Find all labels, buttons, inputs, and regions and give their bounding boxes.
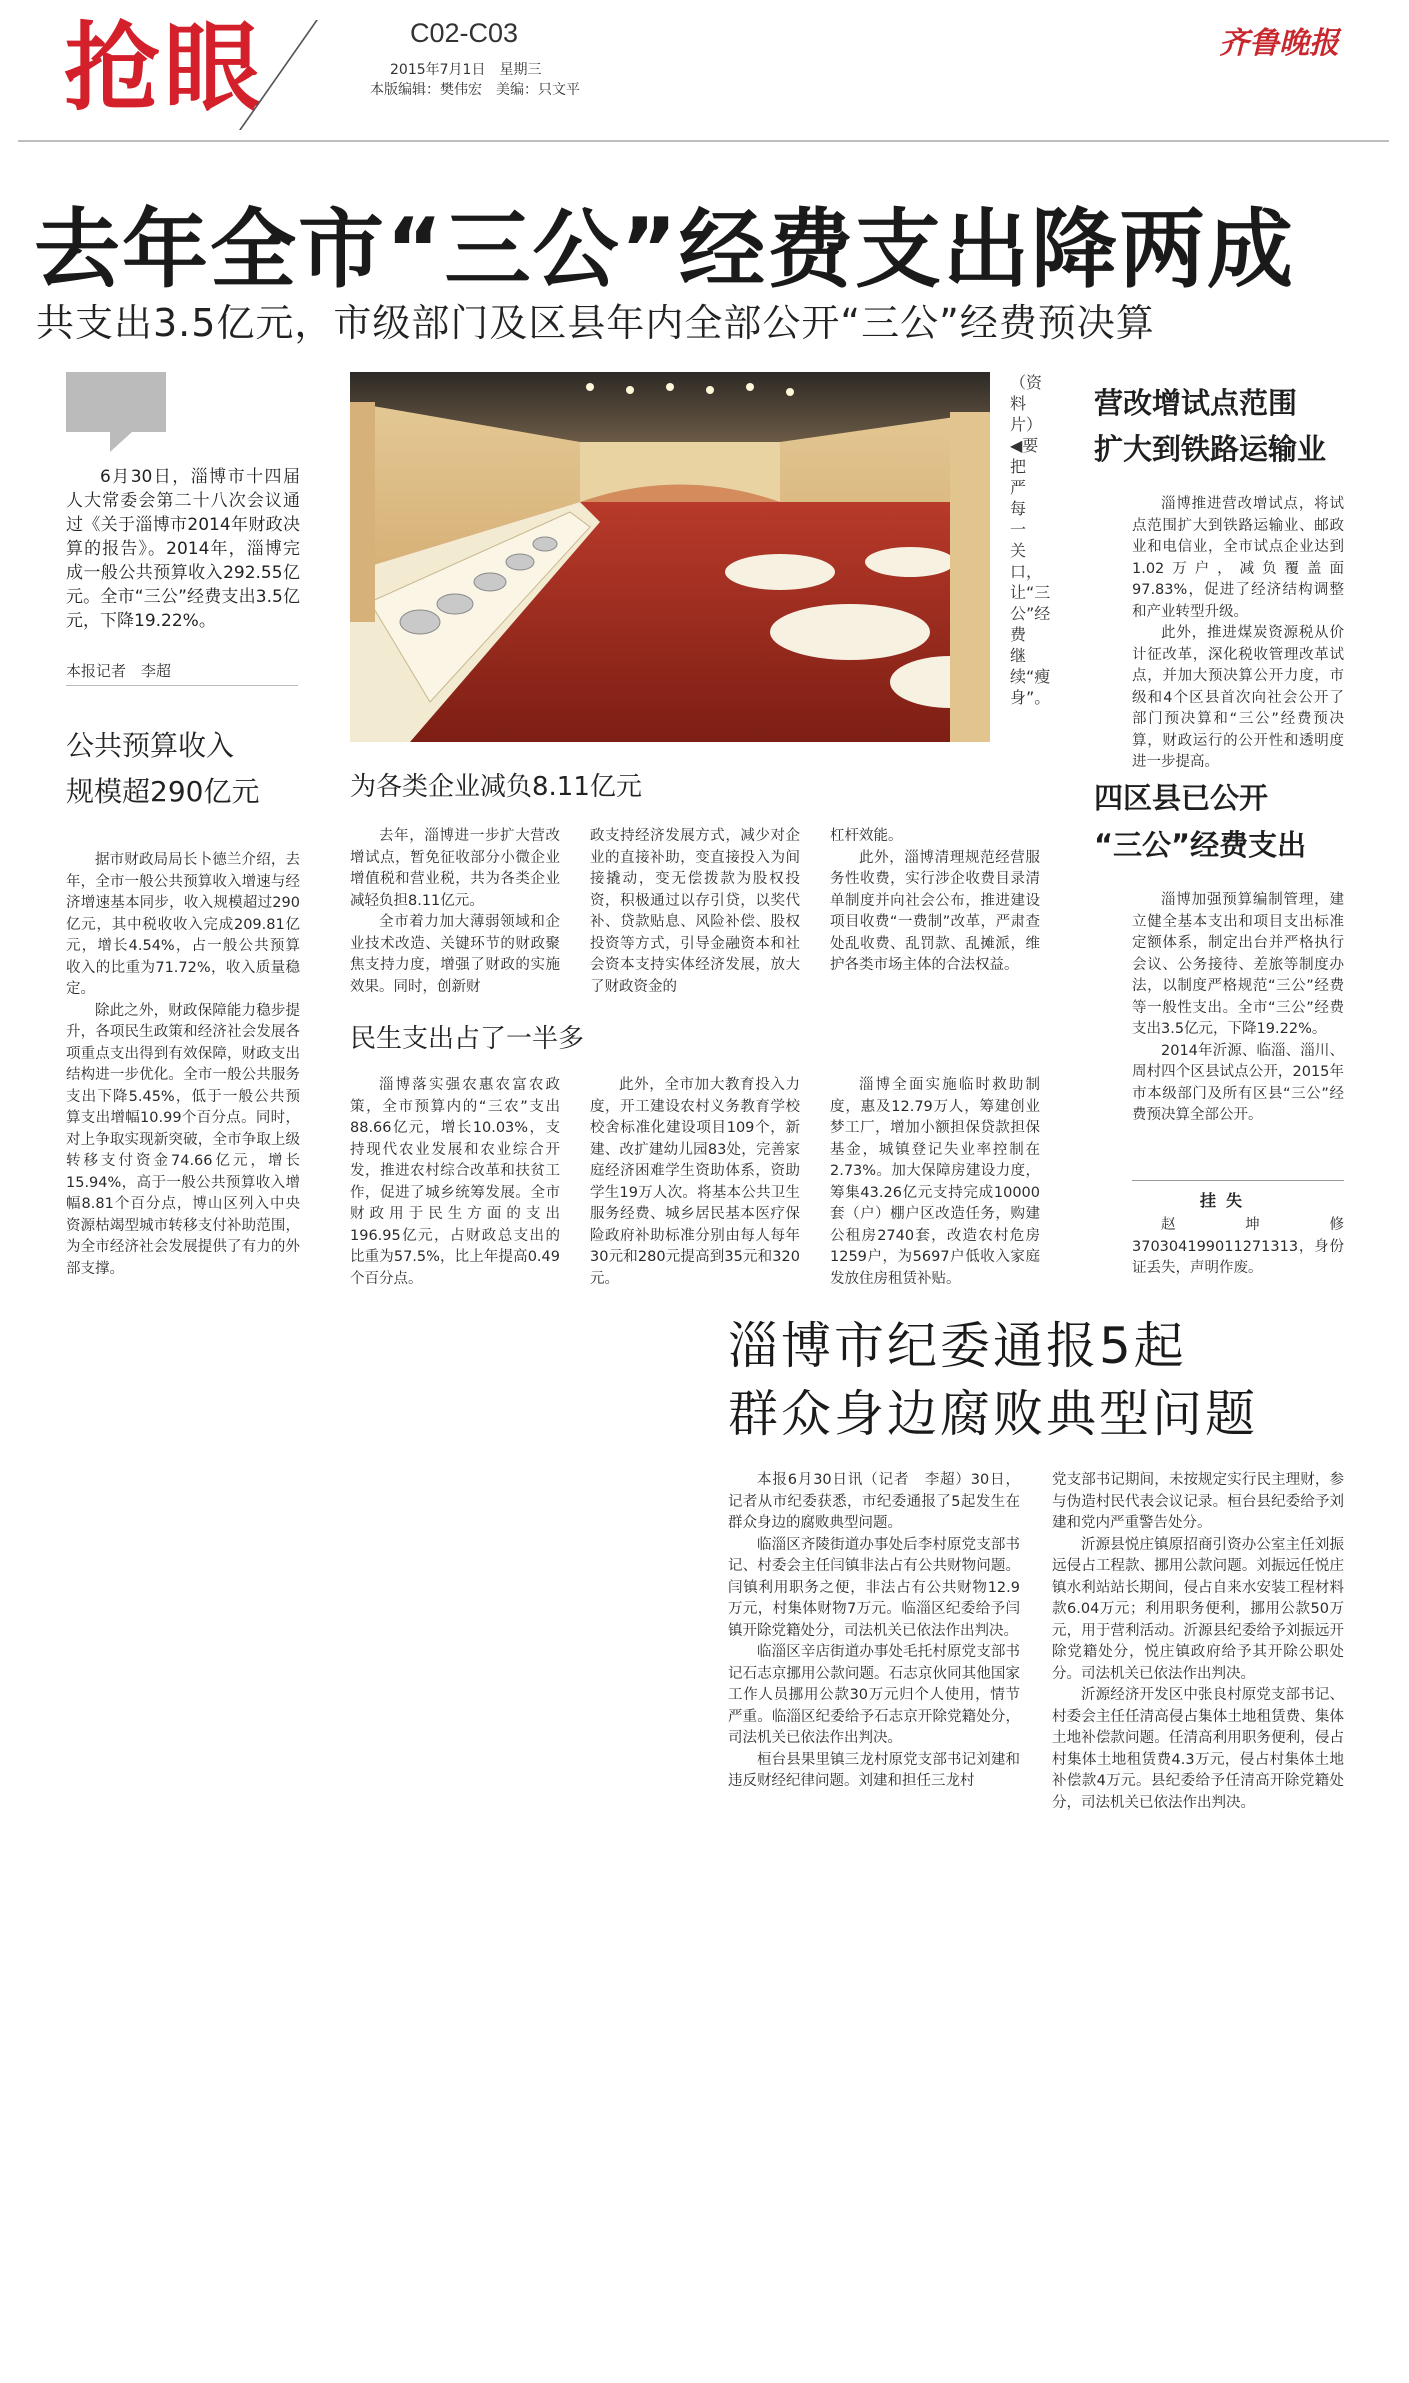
sec4-col1-para-1: 本报6月30日讯（记者 李超）30日，记者从市纪委获悉，市纪委通报了5起发生在群众身边的腐败典型问题。: [728, 1472, 1020, 1531]
sec2-col1: [350, 826, 560, 998]
sec2-col1-para-2: 全市着力加大薄弱领域和企业技术改造、关键环节的财政聚焦支持力度，增强了财政的实施效果。同时，创新财: [350, 914, 560, 995]
page-numbers: C02-C03: [410, 18, 519, 48]
sec1-title-line2: 规模超290亿元: [66, 775, 260, 808]
lede-paragraph: 6月30日，淄博市十四届人大常委会第二十八次会议通过《关于淄博市2014年财政决算的报告》。2014年，淄博完成一般公共预算收入292.55亿元。全市“三公”经费支出3.5亿元，下降19.22%。: [66, 467, 300, 631]
side2-para-2: 2014年沂源、临淄、淄川、周村四个区县试点公开，2015年市本级部门及所有区县“三公”经费预决算全部公开。: [1132, 1042, 1344, 1123]
sec3-col2-para-1: 此外，全市加大教育投入力度，开工建设农村义务教育学校校舍标准化建设项目109个，新建、改扩建幼儿园83处，完善家庭经济困难学生资助体系，资助学生19万人次。将基本公共卫生服务经费、城乡居民基本医疗保险政府补助标准分别由每人每年30元和280元提高到35元和320元。: [590, 1077, 800, 1287]
sec1-title-line1: 公共预算收入: [66, 729, 235, 762]
side2-body: [1132, 890, 1344, 1127]
header-rule: [18, 140, 1389, 142]
notice-text: 赵坤修370304199011271313，身份证丢失，声明作废。: [1132, 1217, 1344, 1276]
sec2-col3-para-2: 此外，淄博清理规范经营服务性收费，实行涉企收费目录清单制度并向社会公布，推进建设项目收费“一费制”改革，严肃查处乱收费、乱罚款、乱摊派，维护各类市场主体的合法权益。: [830, 849, 1040, 973]
main-headline: 去年全市“三公”经费支出降两成: [34, 200, 1296, 300]
byline-rule: [66, 685, 298, 686]
sec4-col2-para-3: 沂源经济开发区中张良村原党支部书记、村委会主任任清高侵占集体土地租赁费、集体土地补偿款问题。任清高利用职务便利，侵占村集体土地租赁费4.3万元，侵占村集体土地补偿款4万元。县纪委给予任清高开除党籍处分，司法机关已依法作出判决。: [1052, 1687, 1344, 1811]
side1-para-2: 此外，推进煤炭资源税从价计征改革，深化税收管理改革试点，并加大预决算公开力度，市级和4个区县首次向社会公开了部门预决算和“三公”经费预决算，财政运行的公开性和透明度进一步提高。: [1132, 625, 1344, 770]
side2-para-1: 淄博加强预算编制管理，建立健全基本支出和项目支出标准定额体系，制定出台并严格执行会议、公务接待、差旅等制度办法，以制度严格规范“三公”经费等一般性支出。全市“三公”经费支出3.5亿元，下降19.22%。: [1132, 892, 1344, 1037]
sec4-col2: [1052, 1470, 1344, 1814]
sec3-title: 民生支出占了一半多: [350, 1024, 585, 1054]
sec2-col3-para-1: 杠杆效能。: [830, 828, 903, 844]
sec2-title: 为各类企业减负8.11亿元: [350, 772, 642, 802]
sec4-col1-para-4: 桓台县果里镇三龙村原党支部书记刘建和违反财经纪律问题。刘建和担任三龙村: [728, 1751, 1020, 1789]
side2-title-line1: 四区县已公开: [1094, 781, 1269, 815]
side1-body: [1132, 494, 1344, 774]
notice-rule: [1132, 1180, 1344, 1181]
editors-line: 本版编辑：樊伟宏 美编：只文平: [370, 82, 580, 98]
sec4-col1-para-3: 临淄区辛店街道办事处毛托村原党支部书记石志京挪用公款问题。石志京伙同其他国家工作人员挪用公款30万元归个人使用，情节严重。临淄区纪委给予石志京开除党籍处分，司法机关已依法作出判决。: [728, 1644, 1020, 1746]
sec4-col2-para-1: 党支部书记期间，未按规定实行民主理财，参与伪造村民代表会议记录。桓台县纪委给予刘建和党内严重警告处分。: [1052, 1472, 1344, 1531]
sec3-col3-para-1: 淄博全面实施临时救助制度，惠及12.79万人，筹建创业梦工厂，增加小额担保贷款担保基金，城镇登记失业率控制在2.73%。加大保障房建设力度，筹集43.26亿元支持完成10000套（户）棚户区改造任务，购建公租房2740套，改造农村危房1259户，为5697户低收入家庭发放住房租赁补贴。: [830, 1077, 1040, 1287]
sec2-col2: [590, 826, 800, 998]
photo-caption: （资料片）◀要把严每一关口，让“三公”经费继续“瘦身”。: [1010, 373, 1051, 707]
sec2-col1-para-1: 去年，淄博进一步扩大营改增试点，暂免征收部分小微企业增值税和营业税，共为各类企业减轻负担8.11亿元。: [350, 828, 560, 909]
side1-para-1: 淄博推进营改增试点，将试点范围扩大到铁路运输业、邮政业和电信业，全市试点企业达到1.02万户，减负覆盖面97.83%，促进了经济结构调整和产业转型升级。: [1132, 496, 1344, 620]
sec4-col1-para-2: 临淄区齐陵街道办事处后李村原党支部书记、村委会主任闫镇非法占有公共财物问题。闫镇利用职务之便，非法占有公共财物12.9万元，村集体财物7万元。临淄区纪委给予闫镇开除党籍处分，司法机关已依法作出判决。: [728, 1536, 1020, 1639]
quote-mark-decoration: [66, 372, 166, 432]
sec2-col3: [830, 826, 1040, 977]
byline: 本报记者 李超: [66, 662, 172, 680]
sec4-title-line1: 淄博市纪委通报5起: [728, 1317, 1187, 1375]
sec3-col2: [590, 1075, 800, 1290]
sec4-col2-para-2: 沂源县悦庄镇原招商引资办公室主任刘振远侵占工程款、挪用公款问题。刘振远任悦庄镇水利站站长期间，侵占自来水安装工程材料款6.04万元；利用职务便利，挪用公款50万元，用于营利活动。沂源县纪委给予刘振远开除党籍处分，悦庄镇政府给予其开除公职处分。司法机关已依法作出判决。: [1052, 1536, 1344, 1682]
sec2-col2-para-1: 政支持经济发展方式，减少对企业的直接补助，变直接投入为间接撬动，变无偿拨款为股权投资，积极通过以存引贷，以奖代补、贷款贴息、风险补偿、股权投资等方式，引导金融资本和社会资本支持实体经济发展，放大了财政资金的: [590, 828, 800, 995]
banquet-hall-photo: [350, 372, 990, 742]
section-title: 抢眼: [64, 11, 264, 124]
sec1-para-1: 据市财政局局长卜德兰介绍，去年，全市一般公共预算收入增速与经济增速基本同步，收入规模超过290亿元，其中税收收入完成209.81亿元，增长4.54%，占一般公共预算收入的比重为71.72%，收入质量稳定。: [66, 852, 300, 997]
side1-title-line1: 营改增试点范围: [1094, 386, 1298, 420]
paper-logo: 齐鲁晚报: [1219, 26, 1339, 61]
issue-date: 2015年7月1日 星期三: [390, 62, 542, 78]
notice-body: [1132, 1215, 1344, 1280]
notice-title: 挂失: [1200, 1191, 1253, 1210]
side2-title-line2: “三公”经费支出: [1094, 828, 1307, 862]
sec3-col1: [350, 1075, 560, 1290]
sub-headline: 共支出3.5亿元，市级部门及区县年内全部公开“三公”经费预决算: [36, 301, 1155, 345]
sec1-para-2: 除此之外，财政保障能力稳步提升，各项民生政策和经济社会发展各项重点支出得到有效保障，财政支出结构进一步优化。全市一般公共服务支出下降5.45%，低于一般公共预算支出增幅10.99个百分点。同时，对上争取实现新突破，全市争取上级转移支付资金74.66亿元，增长15.94%，高于一般公共预算收入增幅8.81个百分点，博山区列入中央资源枯竭型城市转移支付补助范围，为全市经济社会发展提供了有力的外部支撑。: [66, 1002, 300, 1277]
sec4-title-line2: 群众身边腐败典型问题: [728, 1385, 1258, 1443]
sec3-col3: [830, 1075, 1040, 1290]
side1-title-line2: 扩大到铁路运输业: [1094, 432, 1327, 466]
sec4-col1: [728, 1470, 1020, 1793]
sec3-col1-para-1: 淄博落实强农惠农富农政策，全市预算内的“三农”支出88.66亿元，增长10.03%，支持现代农业发展和农业综合开发，推进农村综合改革和扶贫工作，促进了城乡统筹发展。全市财政用于民生方面的支出196.95亿元，占财政总支出的比重为57.5%，比上年提高0.49个百分点。: [350, 1077, 560, 1287]
sec1-body: [66, 850, 300, 1280]
